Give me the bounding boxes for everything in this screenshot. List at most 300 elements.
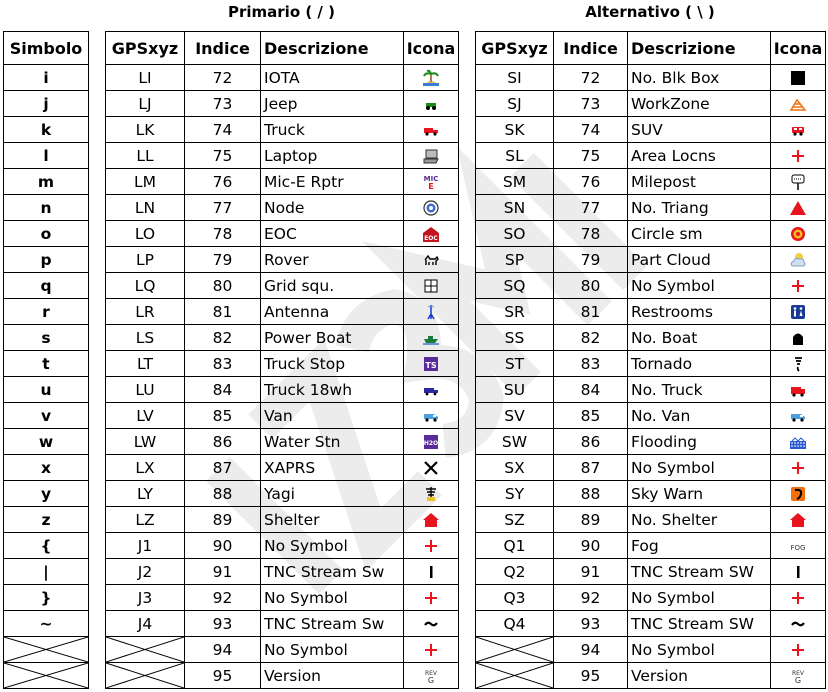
- table-row: [476, 377, 826, 403]
- descrizione-cell: Mic-E Rptr: [261, 169, 404, 195]
- circle-sm-icon: [789, 225, 807, 243]
- gpsxyz-cell: LY: [106, 481, 185, 507]
- table-row: [4, 65, 89, 91]
- icona-cell: [771, 533, 826, 559]
- table-row: [4, 611, 89, 637]
- node-icon: [422, 199, 440, 217]
- gpsxyz-cell: SN: [476, 195, 554, 221]
- alternate-table: [475, 31, 826, 689]
- table-row: [106, 299, 459, 325]
- table-row: [4, 637, 89, 663]
- grid-icon: [422, 277, 440, 295]
- descrizione-cell: TNC Stream SW: [628, 611, 771, 637]
- descrizione-cell: Fog: [628, 533, 771, 559]
- icona-cell: [404, 351, 459, 377]
- descrizione-cell: Flooding: [628, 429, 771, 455]
- table-row: [476, 403, 826, 429]
- indice-cell: 88: [554, 481, 628, 507]
- descrizione-cell: No Symbol: [261, 533, 404, 559]
- indice-cell: 76: [185, 169, 261, 195]
- descrizione-cell: Area Locns: [628, 143, 771, 169]
- plus-icon: [789, 277, 807, 295]
- svg-text:TS: TS: [425, 360, 437, 370]
- shelter-icon: [422, 511, 440, 529]
- triangle-icon: [789, 199, 807, 217]
- gpsxyz-cell: SO: [476, 221, 554, 247]
- table-row: [476, 273, 826, 299]
- gpsxyz-cell: Q3: [476, 585, 554, 611]
- gpsxyz-cell: LT: [106, 351, 185, 377]
- gpsxyz-cell: LU: [106, 377, 185, 403]
- table-row: [476, 533, 826, 559]
- descrizione-cell: No Symbol: [628, 273, 771, 299]
- svg-text:FOG: FOG: [790, 543, 806, 552]
- icona-cell: [771, 481, 826, 507]
- table-row: [476, 351, 826, 377]
- table-row: [476, 169, 826, 195]
- rover-icon: [422, 251, 440, 269]
- table-row: [4, 559, 89, 585]
- indice-cell: 94: [554, 637, 628, 663]
- table-row: [4, 169, 89, 195]
- gpsxyz-cell: LI: [106, 65, 185, 91]
- icona-cell: [771, 143, 826, 169]
- gpsxyz-cell: LM: [106, 169, 185, 195]
- eoc-icon: [422, 225, 440, 243]
- descrizione-cell: Version: [628, 663, 771, 689]
- gpsxyz-cell: LZ: [106, 507, 185, 533]
- descrizione-cell: No. Shelter: [628, 507, 771, 533]
- symbol-cell: |: [4, 559, 89, 585]
- table-row: [4, 299, 89, 325]
- indice-cell: 84: [554, 377, 628, 403]
- icona-cell: [771, 247, 826, 273]
- indice-cell: 80: [554, 273, 628, 299]
- plus-icon: [789, 589, 807, 607]
- table-row: [4, 455, 89, 481]
- descrizione-cell: IOTA: [261, 65, 404, 91]
- symbol-cell: z: [4, 507, 89, 533]
- table-row: [106, 273, 459, 299]
- icona-cell: [771, 221, 826, 247]
- svg-text:REV: REV: [424, 669, 438, 677]
- gpsxyz-cell: SM: [476, 169, 554, 195]
- table-row: [4, 221, 89, 247]
- svg-text:MIC: MIC: [423, 174, 439, 183]
- table-row: [106, 221, 459, 247]
- descrizione-cell: SUV: [628, 117, 771, 143]
- table-row: [106, 481, 459, 507]
- yagi-icon: [422, 485, 440, 503]
- icona-cell: [771, 273, 826, 299]
- table-row: [476, 143, 826, 169]
- descrizione-cell: No Symbol: [628, 637, 771, 663]
- descrizione-cell: Milepost: [628, 169, 771, 195]
- boat-icon: [789, 329, 807, 347]
- table-row: [106, 351, 459, 377]
- svg-text:REV: REV: [791, 669, 805, 677]
- descrizione-cell: No. Boat: [628, 325, 771, 351]
- icona-cell: [404, 611, 459, 637]
- table-row: [106, 507, 459, 533]
- descrizione-header: Descrizione: [628, 32, 771, 65]
- indice-cell: 92: [554, 585, 628, 611]
- icona-cell: [404, 325, 459, 351]
- svg-text:E: E: [428, 181, 434, 191]
- power-boat-icon: [422, 329, 440, 347]
- gpsxyz-cell: LP: [106, 247, 185, 273]
- indice-cell: 93: [554, 611, 628, 637]
- plus-icon: [789, 459, 807, 477]
- shelter-icon: [789, 511, 807, 529]
- table-row: [4, 91, 89, 117]
- plus-icon: [422, 537, 440, 555]
- indice-cell: 83: [185, 351, 261, 377]
- table-row: [106, 429, 459, 455]
- descrizione-cell: Truck Stop: [261, 351, 404, 377]
- symbol-cell: q: [4, 273, 89, 299]
- gpsxyz-cell: SY: [476, 481, 554, 507]
- table-row: [4, 273, 89, 299]
- icona-cell: [404, 559, 459, 585]
- gpsxyz-cell: SU: [476, 377, 554, 403]
- indice-cell: 91: [554, 559, 628, 585]
- descrizione-cell: Circle sm: [628, 221, 771, 247]
- table-row: [4, 117, 89, 143]
- icona-cell: [404, 143, 459, 169]
- indice-cell: 79: [185, 247, 261, 273]
- mic-e-icon: [422, 173, 440, 191]
- icona-cell: [771, 637, 826, 663]
- descrizione-cell: Laptop: [261, 143, 404, 169]
- gpsxyz-cell: SL: [476, 143, 554, 169]
- water-stn-icon: [422, 433, 440, 451]
- symbol-cell: i: [4, 65, 89, 91]
- descrizione-cell: Grid squ.: [261, 273, 404, 299]
- sky-warn-icon: [789, 485, 807, 503]
- symbol-cell: l: [4, 143, 89, 169]
- indice-cell: 87: [554, 455, 628, 481]
- symbol-cell: ~: [4, 611, 89, 637]
- version-icon: [422, 667, 440, 685]
- table-row: [4, 429, 89, 455]
- icona-cell: [404, 195, 459, 221]
- gpsxyz-header: GPSxyz: [476, 32, 554, 65]
- icona-cell: [771, 117, 826, 143]
- table-row: [4, 195, 89, 221]
- gpsxyz-cell: SS: [476, 325, 554, 351]
- indice-cell: 89: [185, 507, 261, 533]
- descrizione-cell: EOC: [261, 221, 404, 247]
- table-row: [476, 221, 826, 247]
- descrizione-cell: Part Cloud: [628, 247, 771, 273]
- gpsxyz-cell: LJ: [106, 91, 185, 117]
- icona-cell: [771, 351, 826, 377]
- icona-cell: [771, 611, 826, 637]
- table-row: [4, 585, 89, 611]
- icona-cell: [404, 117, 459, 143]
- indice-cell: 76: [554, 169, 628, 195]
- gpsxyz-cell: LW: [106, 429, 185, 455]
- descrizione-cell: Node: [261, 195, 404, 221]
- gpsxyz-cell: LQ: [106, 273, 185, 299]
- indice-cell: 79: [554, 247, 628, 273]
- indice-cell: 95: [554, 663, 628, 689]
- icona-cell: [771, 403, 826, 429]
- table-row: [476, 299, 826, 325]
- icona-cell: [404, 299, 459, 325]
- gpsxyz-cell: SJ: [476, 91, 554, 117]
- table-row: [4, 481, 89, 507]
- indice-cell: 81: [185, 299, 261, 325]
- symbol-cell: r: [4, 299, 89, 325]
- suv-icon: [789, 121, 807, 139]
- gpsxyz-cell: LO: [106, 221, 185, 247]
- table-row: [476, 481, 826, 507]
- indice-cell: 75: [554, 143, 628, 169]
- icona-cell: [404, 91, 459, 117]
- descrizione-cell: No Symbol: [628, 455, 771, 481]
- table-row: [106, 585, 459, 611]
- icona-cell: [771, 455, 826, 481]
- table-row: [476, 455, 826, 481]
- indice-cell: 73: [185, 91, 261, 117]
- icona-header: Icona: [771, 32, 826, 65]
- indice-cell: 74: [185, 117, 261, 143]
- part-cloud-icon: [789, 251, 807, 269]
- gpsxyz-cell: LL: [106, 143, 185, 169]
- descrizione-cell: Water Stn: [261, 429, 404, 455]
- icona-cell: [771, 559, 826, 585]
- black-box-icon: [789, 69, 807, 87]
- icona-cell: [404, 403, 459, 429]
- table-row: [476, 507, 826, 533]
- descrizione-cell: Jeep: [261, 91, 404, 117]
- icona-cell: [771, 65, 826, 91]
- descrizione-cell: Shelter: [261, 507, 404, 533]
- descrizione-cell: Truck: [261, 117, 404, 143]
- jeep-icon: [422, 95, 440, 113]
- tilde-icon: [422, 615, 440, 633]
- island-icon: [422, 69, 440, 87]
- gpsxyz-cell: J2: [106, 559, 185, 585]
- gpsxyz-cell: SW: [476, 429, 554, 455]
- indice-cell: 95: [185, 663, 261, 689]
- table-row: [106, 325, 459, 351]
- symbol-cell: u: [4, 377, 89, 403]
- empty-cell: [4, 663, 89, 689]
- table-row: [106, 169, 459, 195]
- fog-icon: [789, 537, 807, 555]
- icona-cell: [404, 65, 459, 91]
- plus-icon: [789, 147, 807, 165]
- truck-18wh-icon: [422, 381, 440, 399]
- gpsxyz-cell: SI: [476, 65, 554, 91]
- indice-header: Indice: [554, 32, 628, 65]
- indice-cell: 85: [554, 403, 628, 429]
- descrizione-cell: Yagi: [261, 481, 404, 507]
- descrizione-cell: Power Boat: [261, 325, 404, 351]
- descrizione-cell: Antenna: [261, 299, 404, 325]
- icona-cell: [404, 585, 459, 611]
- descrizione-cell: No. Truck: [628, 377, 771, 403]
- icona-cell: [404, 455, 459, 481]
- empty-cell: [106, 663, 185, 689]
- tornado-icon: [789, 355, 807, 373]
- table-row: [4, 325, 89, 351]
- table-row: [476, 91, 826, 117]
- descrizione-cell: No. Triang: [628, 195, 771, 221]
- gpsxyz-cell: SP: [476, 247, 554, 273]
- table-row: [4, 143, 89, 169]
- table-row: [106, 663, 459, 689]
- table-row: [4, 533, 89, 559]
- svg-text:G: G: [427, 675, 435, 685]
- bar-icon: [789, 563, 807, 581]
- indice-cell: 87: [185, 455, 261, 481]
- table-row: [476, 611, 826, 637]
- version-icon: [789, 667, 807, 685]
- descrizione-cell: Sky Warn: [628, 481, 771, 507]
- descrizione-cell: Van: [261, 403, 404, 429]
- table-row: [106, 195, 459, 221]
- table-row: [106, 117, 459, 143]
- table-row: [4, 351, 89, 377]
- indice-cell: 75: [185, 143, 261, 169]
- table-row: [476, 325, 826, 351]
- icona-cell: [771, 299, 826, 325]
- table-row: [106, 533, 459, 559]
- gpsxyz-cell: LN: [106, 195, 185, 221]
- indice-cell: 91: [185, 559, 261, 585]
- alternate-title: Alternativo ( \ ): [585, 3, 715, 21]
- van-icon: [789, 407, 807, 425]
- gpsxyz-cell: SX: [476, 455, 554, 481]
- descrizione-cell: Rover: [261, 247, 404, 273]
- table-row: [106, 611, 459, 637]
- indice-cell: 72: [554, 65, 628, 91]
- plus-icon: [422, 589, 440, 607]
- descrizione-cell: No Symbol: [261, 585, 404, 611]
- icona-cell: [771, 169, 826, 195]
- gpsxyz-cell: SK: [476, 117, 554, 143]
- svg-text:H2O: H2O: [423, 439, 439, 447]
- icona-cell: [771, 663, 826, 689]
- table-row: [106, 377, 459, 403]
- table-row: [476, 247, 826, 273]
- symbol-cell: }: [4, 585, 89, 611]
- red-truck-icon: [789, 381, 807, 399]
- table-row: [476, 663, 826, 689]
- indice-cell: 94: [185, 637, 261, 663]
- milepost-icon: [789, 173, 807, 191]
- table-row: [476, 429, 826, 455]
- table-row: [476, 585, 826, 611]
- table-row: [106, 143, 459, 169]
- table-row: [4, 403, 89, 429]
- gpsxyz-cell: ST: [476, 351, 554, 377]
- indice-cell: 83: [554, 351, 628, 377]
- primary-table: [105, 31, 459, 689]
- indice-cell: 74: [554, 117, 628, 143]
- truck-stop-icon: [422, 355, 440, 373]
- descrizione-cell: TNC Stream SW: [628, 559, 771, 585]
- table-row: [476, 117, 826, 143]
- empty-cell: [476, 663, 554, 689]
- table-row: [4, 377, 89, 403]
- gpsxyz-cell: J3: [106, 585, 185, 611]
- table-row: [476, 65, 826, 91]
- gpsxyz-cell: SQ: [476, 273, 554, 299]
- table-row: [106, 65, 459, 91]
- indice-cell: 88: [185, 481, 261, 507]
- icona-header: Icona: [404, 32, 459, 65]
- indice-cell: 90: [185, 533, 261, 559]
- symbol-cell: t: [4, 351, 89, 377]
- icona-cell: [404, 247, 459, 273]
- primary-title: Primario ( / ): [228, 3, 335, 21]
- descrizione-header: Descrizione: [261, 32, 404, 65]
- table-row: [106, 455, 459, 481]
- table-row: [4, 247, 89, 273]
- icona-cell: [404, 663, 459, 689]
- descrizione-cell: WorkZone: [628, 91, 771, 117]
- table-row: [476, 637, 826, 663]
- indice-cell: 89: [554, 507, 628, 533]
- symbol-cell: s: [4, 325, 89, 351]
- icona-cell: [404, 221, 459, 247]
- indice-header: Indice: [185, 32, 261, 65]
- indice-cell: 86: [185, 429, 261, 455]
- gpsxyz-cell: LV: [106, 403, 185, 429]
- svg-text:EOC: EOC: [424, 234, 438, 242]
- icona-cell: [771, 429, 826, 455]
- indice-cell: 77: [185, 195, 261, 221]
- descrizione-cell: TNC Stream Sw: [261, 611, 404, 637]
- icona-cell: [404, 533, 459, 559]
- gpsxyz-cell: SZ: [476, 507, 554, 533]
- indice-cell: 80: [185, 273, 261, 299]
- gpsxyz-cell: J1: [106, 533, 185, 559]
- gpsxyz-cell: Q4: [476, 611, 554, 637]
- descrizione-cell: No. Van: [628, 403, 771, 429]
- symbol-cell: x: [4, 455, 89, 481]
- antenna-icon: [422, 303, 440, 321]
- workzone-icon: [789, 95, 807, 113]
- icona-cell: [404, 377, 459, 403]
- restrooms-icon: [789, 303, 807, 321]
- empty-cell: [106, 637, 185, 663]
- gpsxyz-cell: Q1: [476, 533, 554, 559]
- descrizione-cell: TNC Stream Sw: [261, 559, 404, 585]
- truck-icon: [422, 121, 440, 139]
- simbolo-header: Simbolo: [4, 32, 89, 65]
- gpsxyz-header: GPSxyz: [106, 32, 185, 65]
- svg-text:G: G: [794, 675, 802, 685]
- indice-cell: 78: [554, 221, 628, 247]
- van-icon: [422, 407, 440, 425]
- symbol-cell: {: [4, 533, 89, 559]
- indice-cell: 77: [554, 195, 628, 221]
- indice-cell: 92: [185, 585, 261, 611]
- indice-cell: 90: [554, 533, 628, 559]
- gpsxyz-cell: J4: [106, 611, 185, 637]
- flooding-icon: [789, 433, 807, 451]
- symbol-table: [3, 31, 89, 689]
- icona-cell: [771, 585, 826, 611]
- icona-cell: [404, 481, 459, 507]
- gpsxyz-cell: SV: [476, 403, 554, 429]
